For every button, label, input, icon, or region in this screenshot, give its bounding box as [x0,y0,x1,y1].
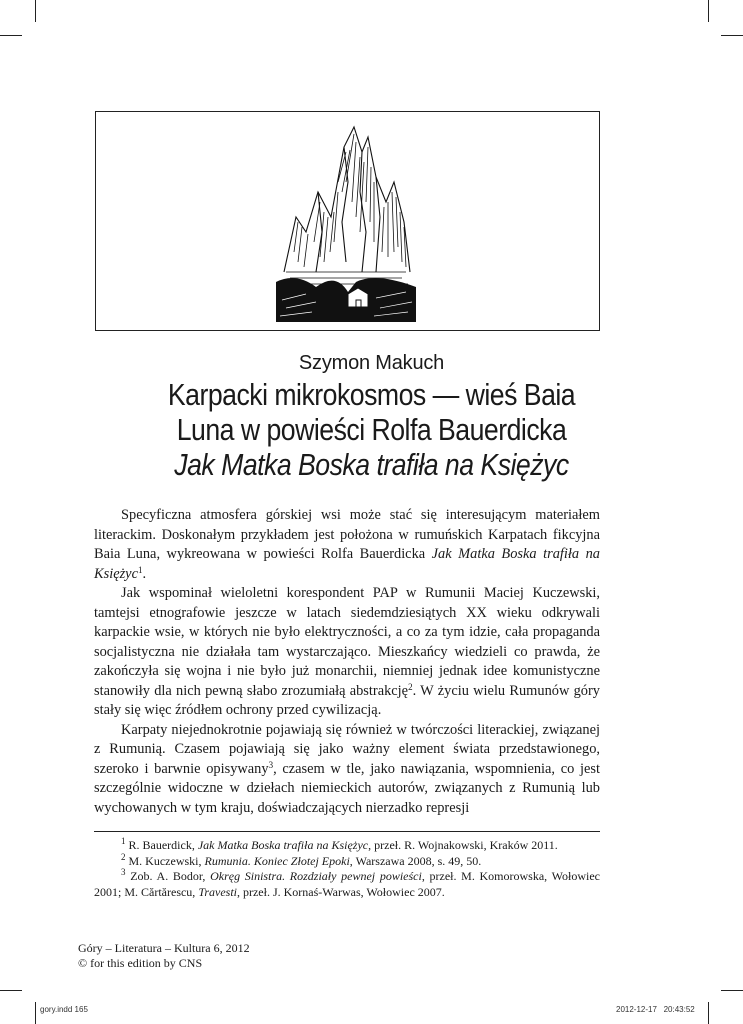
title-line-italic: Jak Matka Boska trafiła na Księżyc [174,447,569,482]
crop-mark [708,1002,709,1024]
footnote: $^1$ R. Bauerdick, Jak Matka Boska trafiła na Księżyc, przeł. R. Wojnakowski, Kraków 2011. [121,836,558,852]
crop-mark [721,990,743,991]
paragraph: Jak wspominał wieloletni korespondent PAP w Rumunii Maciej Kuczewski, tamtejsi etnografowie jeszcze w latach siedemdziesiątych XX wieku odkrywali karpackie wsie, w których nie było elektryczności, a co za tym idzie, cała propaganda socjalistyczna nie działała tam wystarczająco. Mieszkańcy wiedzieli co prawda, że zakończyła się wojna i nie było już monarchii, niemniej jednak idee komunistyczne stanowiły dla nich pewną słabo zrozumiałą abstrakcję$^2$. W życiu wielu Rumunów góry stały się więc źródłem ochrony przed cywilizacją. [94,585,600,718]
paragraph: Karpaty niejednokrotnie pojawiają się również w twórczości literackiej, związanej z Rumunią. Czasem pojawiają się jako ważny element świata przedstawionego, szeroko i barwnie opisywany$^3$, czasem w tle, jako nawiązania, wspomnienia, co jest szczególnie widoczne w dziełach niemieckich autorów, związanych z Rumunią lub wychowanych w tym kraju, doświadczających nierzadko represji [94,721,600,816]
body-text [94,506,600,818]
slug-datetime: 2012-12-17 20:43:52 [616,1005,695,1014]
copyright-notice: © for this edition by CNS [78,956,203,970]
illustration-frame [95,111,600,331]
title-line: Luna w powieści Rolfa Bauerdicka [176,412,567,447]
article-title [104,377,640,482]
footnote-divider [94,831,600,832]
journal-footer [78,941,250,971]
footnote-ref: 3 [268,759,274,770]
footnotes [94,838,600,900]
crop-mark [721,35,743,36]
crop-mark [0,35,22,36]
mountain-engraving [276,122,416,322]
crop-mark [708,0,709,22]
journal-citation: Góry – Literatura – Kultura 6, 2012 [78,941,250,955]
footnote-ref: 2 [408,681,413,692]
slug-filename: gory.indd 165 [40,1005,88,1014]
book-title: Jak Matka Boska trafiła na Księżyc [94,546,600,582]
crop-mark [35,1002,36,1024]
crop-mark [0,990,22,991]
footnote-ref: 1 [137,564,143,575]
title-line: Karpacki mikrokosmos — wieś Baia [167,377,576,412]
footnote: $^2$ M. Kuczewski, Rumunia. Koniec Złotej Epoki, Warszawa 2008, s. 49, 50. [121,851,482,868]
paragraph: Specyficzna atmosfera górskiej wsi może stać się interesującym materiałem literackim. Doskonałym przykładem jest położona w rumuńskich Karpatach fikcyjna Baia Luna, wykreowana w powieści Rolfa Bauerdicka Jak Matka Boska trafiła na Księżyc$^1$. [94,507,600,582]
footnote: $^3$ Zob. A. Bodor, Okręg Sinistra. Rozdziały pewnej powieści, przeł. M. Komorowska, Wołowiec 2001; M. Cărtărescu, Travesti, przeł. J. Kornaś-Warwas, Wołowiec 2007. [94,867,600,899]
author-name: Szymon Makuch [298,352,445,374]
crop-mark [35,0,36,22]
